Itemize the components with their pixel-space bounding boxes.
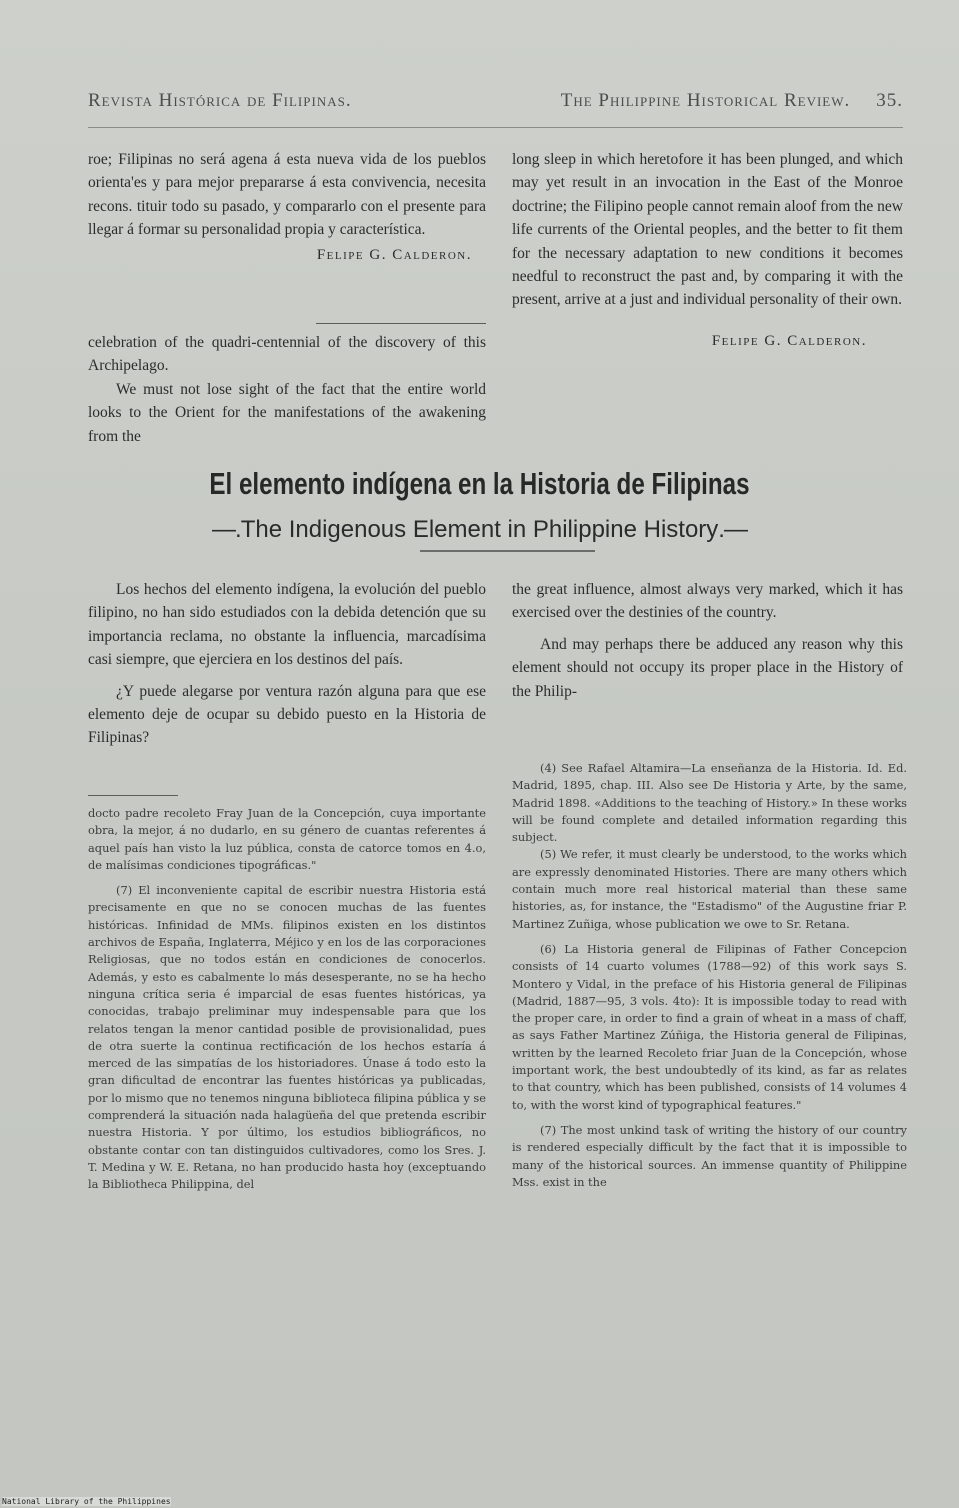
header-right-title <box>561 90 903 112</box>
prev-article-left-column <box>88 148 486 267</box>
footnote-7-en: (7) The most unkind task of writing the history of our country is rendered especially difficult by the fact that it is impossible to many of the historical sources. An immense quantity of Philippine Mss. exist in the <box>512 1122 907 1189</box>
running-header <box>88 90 903 122</box>
prev-article-english-part1: celebration of the quadri-centennial of the discovery of this Archipelago. <box>88 334 486 375</box>
article-title-english-line <box>0 516 959 544</box>
title-dash-right: .— <box>718 516 747 543</box>
article-en-paragraph-1: the great influence, almost always very marked, which it has exercised over the destinies of the country. <box>512 581 903 622</box>
article-title-english: The Indigenous Element in Philippine History <box>240 516 719 543</box>
footnote-6-en: (6) La Historia general de Filipinas of Father Concepcion consists of 14 cuarto volumes (1788—92) of this work says S. Montero y Vidal, in the preface of his Historia general de Filipinas (Madrid, 1887—95, 3 vols. 4to): It is impossible today to read with the proper care, in order to find a grain of wheat in a mass of chaff, as says Father Martinez Zúñiga, the Historia general de Filipinas, written by the learned Recoleto friar Juan de la Concepción, whose important work, the best undoubtedly of its kind, as far as relates to that country, which has been published, consists of 14 volumes 4 to, with the worst kind of typographical features." <box>512 941 907 1112</box>
title-ornament-rule <box>420 550 595 552</box>
signature-es: Felipe G. Calderon. <box>316 246 472 263</box>
page-number: 35. <box>876 90 903 111</box>
article-spanish-column <box>88 578 486 750</box>
prev-article-spanish-text: roe; Filipinas no será agena á esta nueva vida de los pueblos orienta'es y para mejor prepararse á esta convivencia, necesita recons. tituir todo su pasado, y compararlo con el presente para llegar á formar su personalidad propia y característica. <box>88 151 486 239</box>
prev-article-right-column <box>512 148 903 353</box>
article-english-column <box>512 578 903 703</box>
library-credit: National Library of the Philippines <box>2 1497 171 1506</box>
footnotes-english <box>512 760 907 1191</box>
footnote-6-es-continued: docto padre recoleto Fray Juan de la Concepción, cuya importante obra, la mejor, á no dudarlo, en su género de cuantas referentes á aquel país han visto la luz pública, consta de catorce tomos en 4.o, de malísimas condiciones tipográficas." <box>88 806 486 872</box>
signature-en: Felipe G. Calderon. <box>711 332 867 349</box>
footnote-rule-left <box>88 795 178 796</box>
prev-article-english-cont: long sleep in which heretofore it has been plunged, and which may yet result in an invocation in the East of the Monroe doctrine; the Filipino people cannot remain aloof from the new life currents of the Oriental peoples, and the better to fit them for the necessary adaptation to new conditions it becomes needful to reconstruct the past and, by comparing it with the present, arrive at a just and individual personality of their own. <box>512 151 903 309</box>
article-es-paragraph-1: Los hechos del elemento indígena, la evolución del pueblo filipino, no han sido estudiados con la debida detención que su importancia reclama, no obstante la influencia, marcadísima casi siempre, que ejerciera en los destinos del país. <box>88 581 486 669</box>
footnote-4-en: (4) See Rafael Altamira—La enseñanza de la Historia. Id. Ed. Madrid, 1895, chap. III. Also see De Historia y Arte, by the same, Madrid 1898. «Additions to the teaching of History.» In these works will be found complete and detailed information regarding this subject. <box>512 761 907 845</box>
header-left-title: Revista Histórica de Filipinas. <box>88 90 352 111</box>
footnote-5-en: (5) We refer, it must clearly be understood, to the works which are expressly denominated Histories. There are many others which contain much more real historical material than these same histories, as, for instance, the "Estadismo" of the Augustine friar P. Martinez Zuñiga, whose publication we owe to Sr. Retana. <box>512 847 907 931</box>
footnote-7-es: (7) El inconveniente capital de escribir nuestra Historia está precisamente en que no se conocen muchas de las fuentes históricas. Infinidad de MMs. filipinos existen en los distintos archivos de España, Inglaterra, Méjico y en los de las corporaciones Religiosas, que no todos están en condiciones de conocerlos. Además, y esto es cabalmente lo más desesperante, no se ha hecho ninguna crítica seria é imparcial de esas fuentes históricas, ya conocidas, trabajo preliminar muy indespensable para que los relatos tengan la menor cantidad posible de provisionalidad, pues de otra suerte la continua rectificación de los hechos estaría á merced de las simpatías de los historiadores. Únase á todo esto la gran dificultad de encontrar las fuentes históricas ya publicadas, por lo mismo que no tenemos ninguna biblioteca filipina pública y se comprenderá la situación nada halagüeña del que pretenda escribir nuestra Historia. Y por último, los estudios bibliográficos, no obstante contar con tan distinguidos cultivadores, como los Sres. J. T. Medina y W. E. Retana, no han producido hasta hoy (exceptuando la Bibliotheca Philippina, del <box>88 883 486 1192</box>
footnotes-spanish <box>88 805 486 1194</box>
prev-article-english-part2: We must not lose sight of the fact that the entire world looks to the Orient for the manifestations of the awakening from the <box>88 380 486 445</box>
article-en-paragraph-2: And may perhaps there be adduced any reason why this element should not occupy its proper place in the History of the Philip- <box>512 635 903 700</box>
separator-rule <box>316 323 486 324</box>
prev-article-english-left <box>88 331 486 448</box>
header-rule <box>88 127 903 128</box>
header-right-text: The Philippine Historical Review. <box>560 90 851 111</box>
title-dash-left: —. <box>212 516 241 543</box>
article-title-spanish: El elemento indígena en la Historia de Filipinas <box>209 466 750 501</box>
article-es-paragraph-2: ¿Y puede alegarse por ventura razón alguna para que ese elemento deje de ocupar su debido puesto en la Historia de Filipinas? <box>88 682 486 747</box>
